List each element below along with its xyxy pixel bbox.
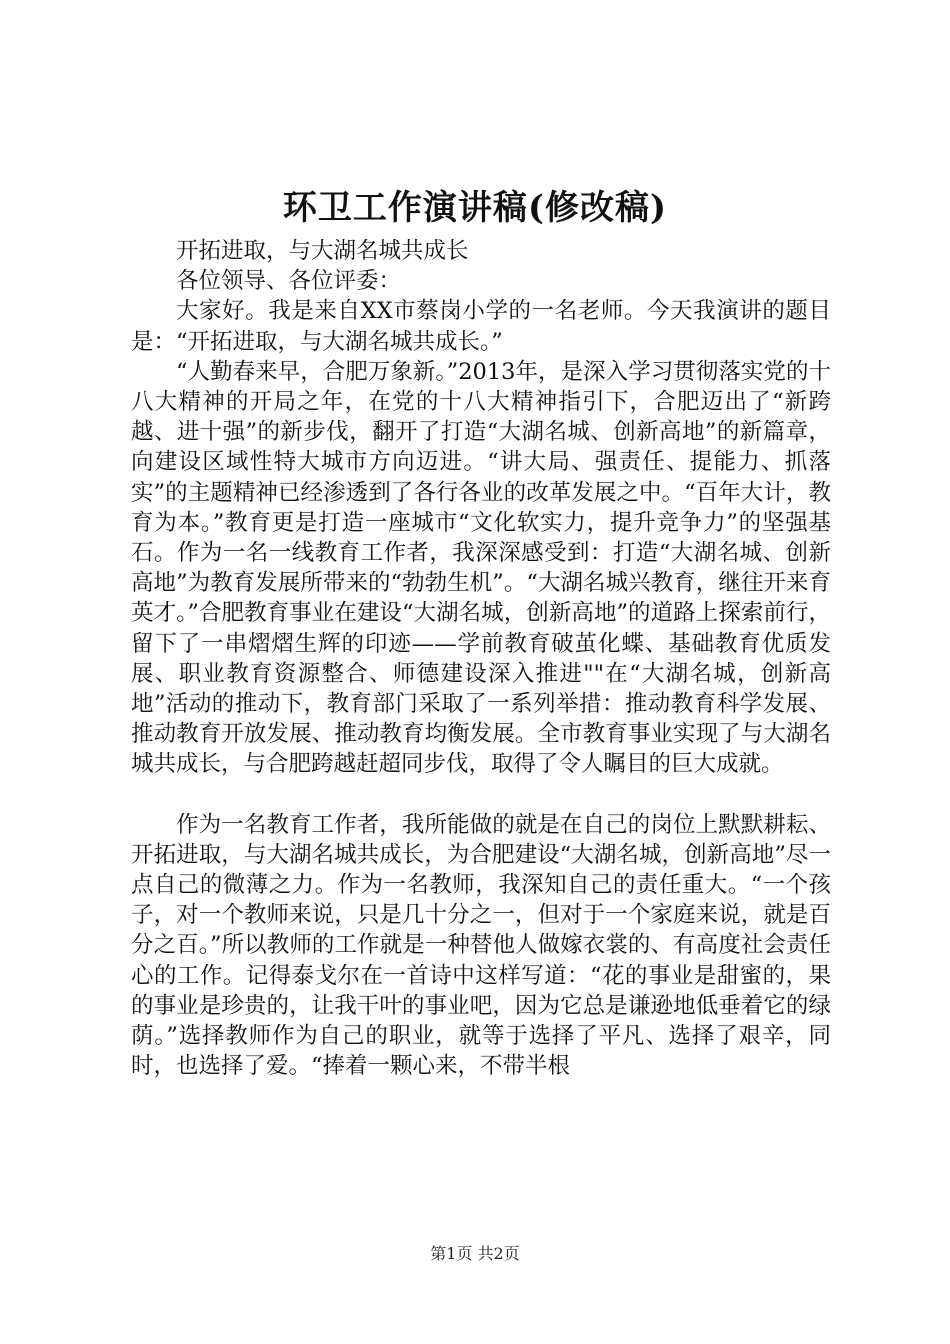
paragraph-greeting: 大家好。我是来自XX市蔡岗小学的一名老师。今天我演讲的题目是：“开拓进取，与大湖名城共成长。” [131,298,831,355]
page-number-footer: 第1页 共2页 [430,1244,520,1263]
document-body [131,236,831,1081]
paragraph-subtitle: 开拓进取，与大湖名城共成长 [176,238,469,264]
paragraph-body: “人勤春来早，合肥万象新。”2013年，是深入学习贯彻落实党的十八大精神的开局之年，在党的十八大精神指引下，合肥迈出了“新跨越、进十强”的新步伐，翻开了打造“大湖名城、创新高地”的新篇章，向建设区域性特大城市方向迈进。“讲大局、强责任、提能力、抓落实”的主题精神已经渗透到了各行各业的改革发展之中。“百年大计，教育为本。”教育更是打造一座城市“文化软实力，提升竞争力”的坚强基石。作为一名一线教育工作者，我深深感受到：打造“大湖名城、创新高地”为教育发展所带来的“勃勃生机”。“大湖名城兴教育，继往开来育英才。”合肥教育事业在建设“大湖名城，创新高地”的道路上探索前行，留下了一串熠熠生辉的印迹——学前教育破茧化蝶、基础教育优质发展、职业教育资源整合、师德建设深入推进""在“大湖名城，创新高地”活动的推动下，教育部门采取了一系列举措：推动教育科学发展、推动教育开放发展、推动教育均衡发展。全市教育事业实现了与大湖名城共成长，与合肥跨越赶超同步伐，取得了令人瞩目的巨大成就。 [131,358,831,778]
paragraph-body: 作为一名教育工作者，我所能做的就是在自己的岗位上默默耕耘、开拓进取，与大湖名城共成长，为合肥建设“大湖名城，创新高地”尽一点自己的微薄之力。作为一名教师，我深知自己的责任重大。“一个孩子，对一个教师来说，只是几十分之一，但对于一个家庭来说，就是百分之百。”所以教师的工作就是一种替他人做嫁衣裳的、有高度社会责任心的工作。记得泰戈尔在一首诗中这样写道：“花的事业是甜蜜的，果的事业是珍贵的，让我干叶的事业吧，因为它总是谦逊地低垂着它的绿荫。”选择教师作为自己的职业，就等于选择了平凡、选择了艰辛，同时，也选择了爱。“捧着一颗心来，不带半根 [131,811,831,1080]
document-title: 环卫工作演讲稿(修改稿) [282,188,668,228]
paragraph-salutation: 各位领导、各位评委： [176,268,402,295]
